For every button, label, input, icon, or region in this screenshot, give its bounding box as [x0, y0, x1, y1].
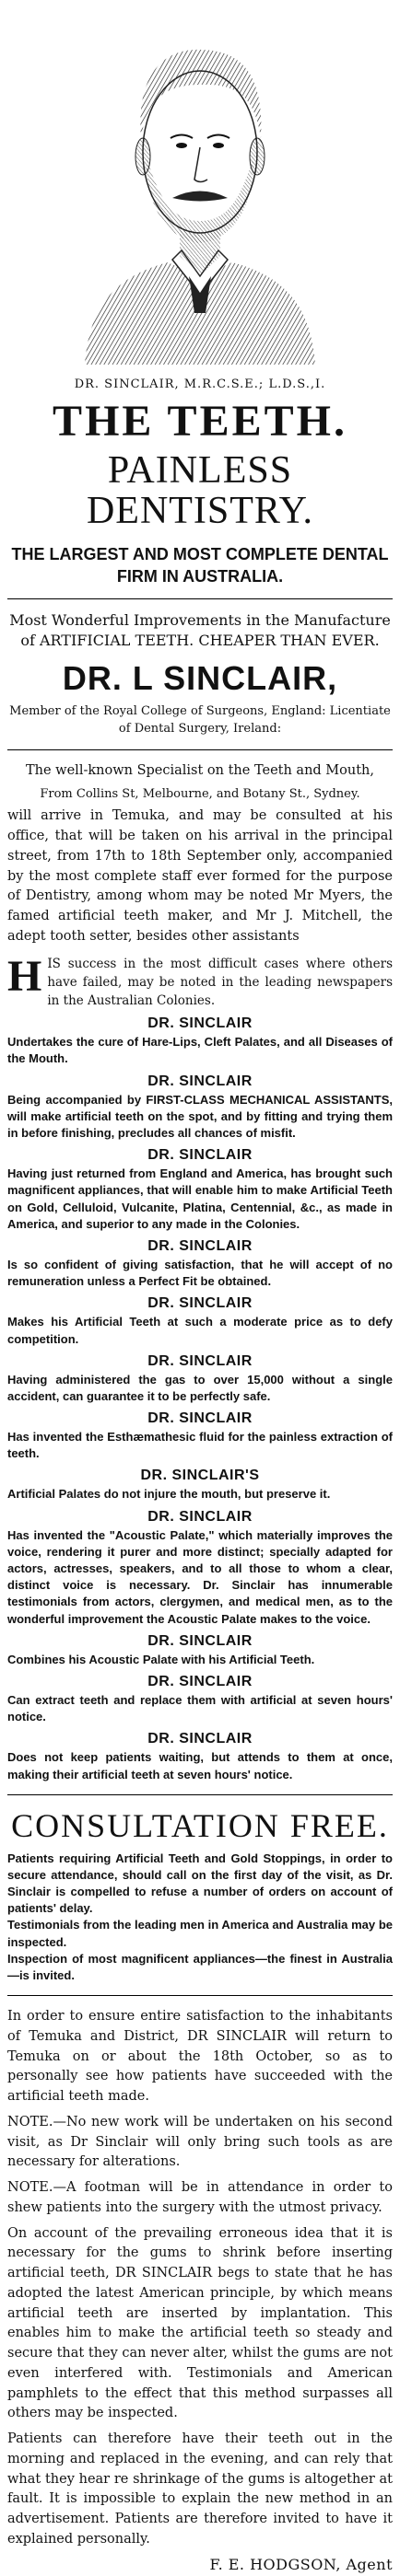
list-item: Being accompanied by FIRST-CLASS MECHANICAL ASSISTANTS, will make artificial teeth on the spot, and by fitting and trying them in before finishing, precludes all chances of misfit.: [7, 1092, 393, 1141]
list-item: Combines his Acoustic Palate with his Artificial Teeth.: [7, 1652, 315, 1666]
section-heading: DR. SINCLAIR: [147, 1352, 253, 1369]
list-item: Makes his Artificial Teeth at such a moderate price as to defy competition.: [7, 1315, 393, 1346]
account-paragraph: On account of the prevailing erroneous idea that it is necessary for the gums to shrink before inserting artificial teeth, DR SINCLAIR begs to state that he has adopted the latest American principle, by which means artificial teeth are inserted by implantation. This enables him to make the artificial teeth so steady and secure that they can never alter, whilst the gums are not even interfered with. Testimonials and American pamphlets to the effect that this method surpasses all others may be inspected.: [7, 2225, 393, 2421]
list-item: Has invented the "Acoustic Palate," which materially improves the voice, rendering it purer and more distinct; specially adapted for actors, actresses, speakers, and to all those to whom a clear, distinct voice is necessary. Dr. Sinclair has innumerable testimonials from actors, clergymen, and medical men, as to the wonderful improvement the Acoustic Palate makes to the voice.: [7, 1527, 393, 1626]
credentials: Member of the Royal College of Surgeons, England: Licentiate of Dental Surgery, Ireland:: [9, 704, 391, 737]
section-heading: DR. SINCLAIR: [147, 1731, 253, 1747]
success-text: IS success in the most difficult cases where others have failed, may be noted in the leading newspapers in the Australian Colonies.: [47, 956, 393, 1009]
from-line: From Collins St, Melbourne, and Botany St., Sydney.: [40, 786, 360, 801]
section-heading: DR. SINCLAIR: [147, 1147, 253, 1164]
patients-two-paragraph: Patients can therefore have their teeth out in the morning and replaced in the evening, and can rely that what they hear re shrinkage of the gums is altogether at fault. It is impossible to explain the new method in an advertisement. Patients are therefore invited to have it explained personally.: [7, 2431, 393, 2547]
list-item: Having just returned from England and America, has brought such magnificent appliances, that will enable him to make Artificial Teeth on Gold, Celluloid, Vulcanite, Platina, Centennial, &c., as made in America, and superior to any made in the Colonies.: [7, 1166, 393, 1231]
section-heading: DR. SINCLAIR: [147, 1410, 253, 1427]
divider: [7, 1794, 393, 1795]
divider: [7, 749, 393, 750]
divider: [7, 598, 393, 599]
section-heading: DR. SINCLAIR: [147, 1508, 253, 1525]
list-item: Is so confident of giving satisfaction, that he will accept of no remuneration unless a Perfect Fit be obtained.: [7, 1257, 393, 1289]
largest-firm-line: THE LARGEST AND MOST COMPLETE DENTAL FIRM IN AUSTRALIA.: [11, 544, 389, 586]
order-paragraph: In order to ensure entire satisfaction to the inhabitants of Temuka and District, DR SINCLAIR will return to Temuka on or about the 18th October, so as to personally see how patients have succeeded with the artificial teeth made.: [7, 2009, 393, 2105]
list-item: Has invented the Esthæmathesic fluid for the painless extraction of teeth.: [7, 1430, 393, 1461]
list-item: Artificial Palates do not injure the mouth, but preserve it.: [7, 1487, 331, 1502]
inspection-paragraph: Inspection of most magnificent appliances—the finest in Australia—is invited.: [7, 1951, 393, 1983]
list-item: Does not keep patients waiting, but attends to them at once, making their artificial teeth at seven hours' notice.: [7, 1750, 393, 1781]
list-item: Can extract teeth and replace them with artificial at seven hours' notice.: [7, 1692, 393, 1724]
improvements-line: Most Wonderful Improvements in the Manufacture of ARTIFICIAL TEETH. CHEAPER THAN EVER.: [9, 611, 391, 649]
success-paragraph: [7, 951, 393, 1011]
testimonials-paragraph: Testimonials from the leading men in America and Australia may be inspected.: [7, 1918, 393, 1949]
note-two: NOTE.—A footman will be in attendance in order to shew patients into the surgery with the utmost privacy.: [7, 2180, 393, 2215]
drop-cap: H: [7, 951, 42, 1001]
list-item: Undertakes the cure of Hare-Lips, Cleft Palates, and all Diseases of the Mouth.: [7, 1035, 393, 1066]
section-heading: DR. SINCLAIR'S: [140, 1468, 260, 1484]
doctor-name: DR. L SINCLAIR,: [62, 659, 338, 698]
list-item: Having administered the gas to over 15,000 without a single accident, can guarantee it to be perfectly safe.: [7, 1372, 393, 1403]
section-heading: DR. SINCLAIR: [147, 1237, 253, 1254]
section-heading: DR. SINCLAIR: [147, 1673, 253, 1689]
patients-paragraph: Patients requiring Artificial Teeth and Gold Stoppings, in order to secure attendance, should call on the first day of the visit, as Dr. Sinclair is compelled to refuse a number of orders on account of patients' delay.: [7, 1851, 393, 1916]
divider: [7, 1995, 393, 1996]
subtitle: PAINLESS DENTISTRY.: [86, 449, 314, 533]
main-title: THE TEETH.: [53, 397, 347, 446]
section-heading: DR. SINCLAIR: [147, 1632, 253, 1649]
arrival-paragraph: will arrive in Temuka, and may be consulted at his office, that will be taken on his arrival in the principal street, from 17th to 18th September only, accompanied by the most complete staff ever formed for the purpose of Dentistry, among whom may be noted Mr Myers, the famed artificial teeth maker, and Mr J. Mitchell, the adept tooth setter, besides other assistants: [7, 808, 393, 944]
section-heading: DR. SINCLAIR: [147, 1015, 253, 1032]
section-heading: DR. SINCLAIR: [147, 1295, 253, 1312]
agent-signature: F. E. HODGSON, Agent: [209, 2555, 393, 2573]
section-heading: DR. SINCLAIR: [147, 1073, 253, 1089]
portrait-engraving: [80, 0, 320, 365]
portrait-caption: DR. SINCLAIR, M.R.C.S.E.; L.D.S.,I.: [74, 377, 326, 391]
specialist-line: The well-known Specialist on the Teeth and Mouth,: [25, 763, 374, 779]
note-one: NOTE.—No new work will be undertaken on his second visit, as Dr Sinclair will only bring such tools as are necessary for alterations.: [7, 2114, 393, 2170]
consultation-heading: CONSULTATION FREE.: [11, 1806, 389, 1844]
